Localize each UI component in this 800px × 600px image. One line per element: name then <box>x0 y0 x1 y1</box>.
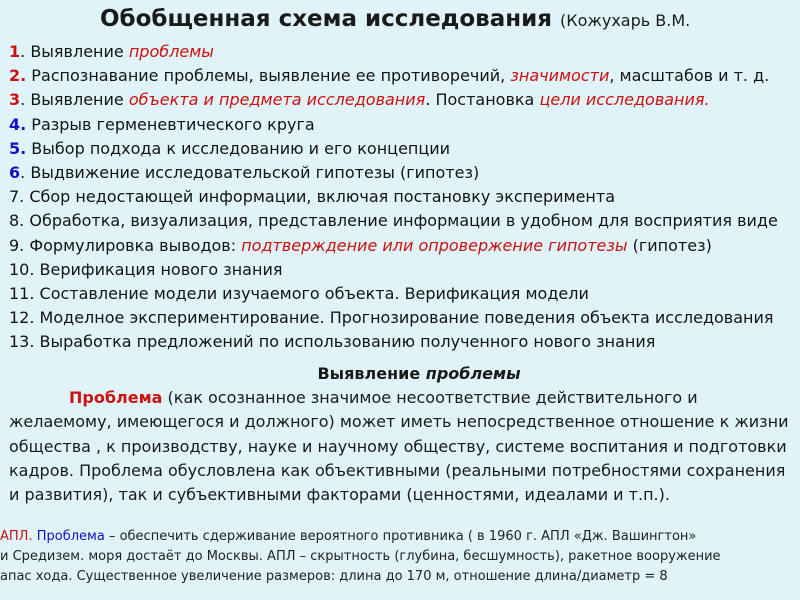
step-text: объекта и предмета исследования <box>128 90 426 110</box>
overlay-paragraph <box>9 386 799 507</box>
step-text: 8. Обработка, визуализация, представление информации в удобном для восприятия виде <box>9 211 778 231</box>
step-number: 5. <box>9 138 27 158</box>
overlay-title <box>39 362 799 386</box>
title-author: (Кожухарь В.М. <box>560 11 691 30</box>
step-text: подтверждение или опровержение гипотезы <box>241 235 628 255</box>
step-text: (гипотез) <box>627 235 712 255</box>
overlay-text-block <box>9 362 799 507</box>
step-number: 4. <box>9 114 27 134</box>
step-text: . Выявление <box>20 90 129 110</box>
step-text: Разрыв герменевтического круга <box>26 114 315 134</box>
step-item <box>9 88 799 112</box>
step-text: 9. Формулировка выводов: <box>9 235 242 255</box>
step-text: . Постановка <box>425 90 540 110</box>
step-item <box>9 306 799 330</box>
overlay-title-em: проблемы <box>425 364 521 383</box>
step-text: цели исследования. <box>539 90 710 110</box>
step-text: 11. Составление модели изучаемого объекта. Верификация модели <box>9 284 589 304</box>
step-item <box>9 330 799 354</box>
step-number: 6 <box>9 163 21 183</box>
step-text: 13. Выработка предложений по использованию полученного нового знания <box>9 332 656 352</box>
step-text: . Выявление <box>20 42 129 61</box>
slide-title <box>100 6 690 32</box>
problem-text: (как осознанное значимое несоответствие действительного и желаемому, имеющегося и должного) может иметь непосредственное отношение к жизни общества , к производству, науке и научному обществу, системе воспитания и подготовки кадров. Проблема обусловлена как объективными (реальными потребностями сохранения и развития), так и субъективными факторами (ценностями, идеалами и т.п.). <box>9 388 789 505</box>
problem-word: Проблема <box>69 388 163 408</box>
step-item <box>9 185 799 209</box>
step-number: 2. <box>9 66 27 86</box>
footer-line-1-text: – обеспечить сдерживание вероятного противника ( в 1960 г. АПЛ «Дж. Вашингтон» <box>104 529 697 544</box>
footer-line-3: апас хода. Существенное увеличение размеров: длина до 170 м, отношение длина/диаметр = 8 <box>0 569 668 584</box>
step-item <box>9 234 799 258</box>
step-number: 1 <box>9 42 21 61</box>
step-text: значимости <box>510 66 610 86</box>
step-item <box>9 64 799 88</box>
footer-line-1 <box>0 527 800 547</box>
step-text: . Выдвижение исследовательской гипотезы (гипотез) <box>20 163 480 183</box>
step-text: 12. Моделное экспериментирование. Прогнозирование поведения объекта исследования <box>9 308 774 328</box>
step-item <box>9 161 799 185</box>
step-item <box>9 282 799 306</box>
step-text: Распознавание проблемы, выявление ее противоречий, <box>26 66 511 86</box>
footer-line-2: и Средизем. моря достаёт до Москвы. АПЛ – скрытность (глубина, бесшумность), ракетное вооружение <box>0 549 721 564</box>
step-number: 3 <box>9 90 21 110</box>
step-item <box>9 258 799 282</box>
step-item <box>9 40 799 64</box>
step-text: проблемы <box>128 42 214 61</box>
footer-text <box>0 527 800 587</box>
footer-problem-word: Проблема <box>36 529 105 544</box>
overlay-title-prefix: Выявление <box>317 364 426 383</box>
step-item <box>9 209 799 233</box>
step-item <box>9 137 799 161</box>
step-text: 7. Сбор недостающей информации, включая постановку эксперимента <box>9 187 616 207</box>
footer-apl: АПЛ. <box>0 529 37 544</box>
steps-list <box>9 40 799 355</box>
step-text: 10. Верификация нового знания <box>9 259 283 279</box>
step-item <box>9 113 799 137</box>
step-text: Выбор подхода к исследованию и его концепции <box>26 138 451 158</box>
step-text: , масштабов и т. д. <box>609 66 770 86</box>
title-main: Обобщенная схема исследования <box>100 6 553 32</box>
